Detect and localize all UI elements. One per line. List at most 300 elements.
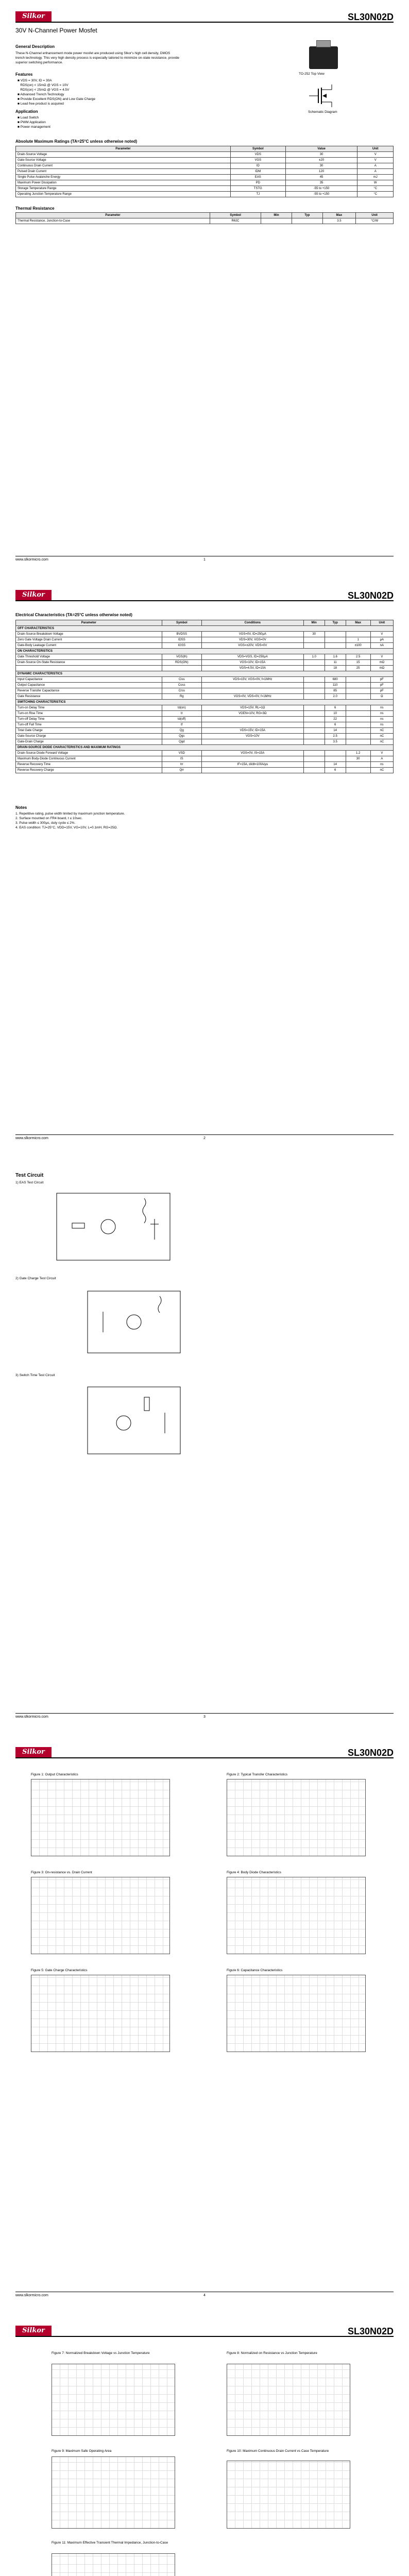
table-cell: ns xyxy=(370,711,393,717)
page-header xyxy=(15,1747,394,1758)
table-cell: -55 to +150 xyxy=(285,192,357,197)
part-number: SL30N02D xyxy=(347,12,394,22)
table-cell xyxy=(346,722,370,728)
part-number: SL30N02D xyxy=(347,2326,394,2336)
column-header: Parameter xyxy=(16,213,210,218)
table-row xyxy=(16,632,394,637)
application-item: ■ PWM Application xyxy=(18,121,46,124)
table-row xyxy=(16,705,394,711)
section-row xyxy=(16,626,394,632)
table-cell: ns xyxy=(370,717,393,722)
features-list xyxy=(18,78,95,106)
brand-logo: Silkor xyxy=(15,11,52,22)
section-row xyxy=(16,671,394,677)
table-cell: Single Pulse Avalanche Energy xyxy=(16,175,231,180)
note-item: 1. Repetitive rating, pulse width limited by maximum junction temperature. xyxy=(15,812,125,816)
feature-item: RDS(on) < 25mΩ @ VGS = 4.5V xyxy=(20,88,70,92)
thermal-heading: Thermal Resistance xyxy=(15,206,55,211)
table-cell: IF=15A, di/dt=100A/μs xyxy=(202,762,304,768)
table-cell xyxy=(303,768,325,773)
drain-current-vs-temp-graph xyxy=(227,2461,350,2529)
table-cell xyxy=(303,643,325,649)
column-header: Symbol xyxy=(210,213,261,218)
table-cell: td(off) xyxy=(162,717,201,722)
table-cell xyxy=(303,711,325,717)
table-cell: VGS=10V xyxy=(202,734,304,739)
part-number: SL30N02D xyxy=(347,1748,394,1758)
schematic-caption: Schematic Diagram xyxy=(308,110,337,114)
table-cell: Gate-Source Voltage xyxy=(16,158,231,163)
table-cell xyxy=(303,677,325,683)
table-row xyxy=(16,152,394,158)
table-cell: tr xyxy=(162,711,201,717)
column-header: Parameter xyxy=(16,146,231,152)
table-cell: IDSS xyxy=(162,637,201,643)
table-cell xyxy=(303,756,325,762)
note-item: 4. EAS condition: TJ=25°C, VDD=15V, VG=10V, L=0.1mH, RG=25Ω. xyxy=(15,826,118,829)
table-cell: 45 xyxy=(285,175,357,180)
table-cell: Output Capacitance xyxy=(16,683,162,688)
table-cell: VGS=±20V, VDS=0V xyxy=(202,643,304,649)
normalized-on-resistance-graph xyxy=(227,2364,350,2436)
table-row xyxy=(16,660,394,666)
table-cell: Reverse Transfer Capacitance xyxy=(16,688,162,694)
table-cell: 1.6 xyxy=(325,654,346,660)
table-cell: V xyxy=(370,632,393,637)
table-row xyxy=(16,711,394,717)
table-cell: 10 xyxy=(325,711,346,717)
circuit-caption: 1) EAS Test Circuit xyxy=(15,1181,44,1184)
table-cell: 6 xyxy=(325,705,346,711)
table-cell: Maximum Power Dissipation xyxy=(16,180,231,186)
gate-charge-graph xyxy=(31,1975,170,2052)
column-header: Max xyxy=(346,620,370,626)
table-cell xyxy=(16,666,162,671)
table-cell: nC xyxy=(370,734,393,739)
graph-caption: Figure 6: Capacitance Characteristics xyxy=(227,1969,283,1972)
application-item: ■ Load Switch xyxy=(18,116,39,120)
graph-caption: Figure 8: Normalized on Resistance vs Junction Temperature xyxy=(227,2351,317,2355)
table-cell: A xyxy=(357,169,394,175)
section-row xyxy=(16,649,394,654)
page-4 xyxy=(0,1736,409,2314)
table-cell xyxy=(346,711,370,717)
column-header: Symbol xyxy=(162,620,201,626)
table-row xyxy=(16,677,394,683)
table-cell: Operating Junction Temperature Range xyxy=(16,192,231,197)
table-cell: Continuous Drain Current xyxy=(16,163,231,169)
table-cell: Pulsed Drain Current xyxy=(16,169,231,175)
feature-item: ■ Lead free product is acquired xyxy=(18,102,64,106)
brand-logo: Silkor xyxy=(15,1747,52,1757)
table-cell: Drain-Source Voltage xyxy=(16,152,231,158)
table-cell: 6 xyxy=(325,722,346,728)
table-cell: 2.5 xyxy=(346,654,370,660)
table-cell: VGEN=10V, RG=3Ω xyxy=(202,711,304,717)
page-header xyxy=(15,590,394,601)
page-number: 3 xyxy=(203,1715,206,1719)
table-cell: pF xyxy=(370,677,393,683)
table-cell: 30 xyxy=(285,152,357,158)
table-cell: td(on) xyxy=(162,705,201,711)
application-item: ■ Power management xyxy=(18,125,50,129)
table-row xyxy=(16,717,394,722)
table-cell: mΩ xyxy=(370,666,393,671)
table-cell: VDS=VGS, ID=250μA xyxy=(202,654,304,660)
page-number: 1 xyxy=(203,558,206,562)
table-cell: ±100 xyxy=(346,643,370,649)
table-cell: Turn-on Delay Time xyxy=(16,705,162,711)
table-cell: pF xyxy=(370,683,393,688)
brand-logo: Silkor xyxy=(15,2326,52,2336)
table-cell: Total Gate Charge xyxy=(16,728,162,734)
table-cell: 85 xyxy=(325,688,346,694)
graph-caption: Figure 1: Output Characteristics xyxy=(31,1773,78,1776)
package-tab xyxy=(316,40,331,47)
table-cell: 18 xyxy=(325,666,346,671)
abs-max-heading: Absolute Maximum Ratings (TA=25°C unless otherwise noted) xyxy=(15,139,138,144)
table-cell: BVDSS xyxy=(162,632,201,637)
column-header: Conditions xyxy=(202,620,304,626)
table-row xyxy=(16,739,394,745)
table-cell xyxy=(202,688,304,694)
column-header: Min xyxy=(261,213,292,218)
table-cell: TJ xyxy=(230,192,285,197)
table-row xyxy=(16,756,394,762)
table-cell: Drain-Source Breakdown Voltage xyxy=(16,632,162,637)
table-cell: 35 xyxy=(285,180,357,186)
table-cell xyxy=(303,683,325,688)
table-cell: 110 xyxy=(325,683,346,688)
column-header: Symbol xyxy=(230,146,285,152)
table-cell: 30 xyxy=(285,163,357,169)
table-cell: nC xyxy=(370,768,393,773)
table-cell xyxy=(346,694,370,700)
on-resistance-graph xyxy=(31,1877,170,1954)
table-row xyxy=(16,688,394,694)
feature-item: ■ VDS = 30V, ID = 30A xyxy=(18,79,52,82)
output-characteristics-graph xyxy=(31,1779,170,1856)
table-cell xyxy=(346,762,370,768)
table-row xyxy=(16,666,394,671)
column-header: Value xyxy=(285,146,357,152)
circuit-caption: 2) Gate Charge Test Circuit xyxy=(15,1277,56,1280)
table-cell: VGS=0V, ID=250μA xyxy=(202,632,304,637)
table-cell: trr xyxy=(162,762,201,768)
table-cell: °C xyxy=(357,192,394,197)
page-number: 4 xyxy=(203,2294,206,2297)
table-cell: VGS=0V, VDS=0V, f=1MHz xyxy=(202,694,304,700)
column-header: Parameter xyxy=(16,620,162,626)
table-cell: VDS=15V, ID=15A xyxy=(202,728,304,734)
table-cell: 14 xyxy=(325,728,346,734)
package-image xyxy=(309,46,338,69)
circuit-caption: 3) Switch Time Test Circuit xyxy=(15,1374,55,1377)
column-header: Min xyxy=(303,620,325,626)
section-label: SWITCHING CHARACTERISTICS xyxy=(16,700,394,705)
table-cell xyxy=(202,739,304,745)
table-cell: EAS xyxy=(230,175,285,180)
transfer-characteristics-graph xyxy=(227,1779,366,1856)
table-cell: VGS=4.5V, ID=10A xyxy=(202,666,304,671)
page-footer xyxy=(15,2292,394,2299)
table-row xyxy=(16,762,394,768)
table-cell: RθJC xyxy=(210,218,261,224)
body-diode-graph xyxy=(227,1877,366,1954)
table-cell xyxy=(346,683,370,688)
table-cell: 2.5 xyxy=(325,734,346,739)
table-row xyxy=(16,637,394,643)
table-cell xyxy=(303,739,325,745)
table-cell: V xyxy=(370,751,393,756)
table-cell: VDS xyxy=(230,152,285,158)
footer-site[interactable]: www.slkormicro.com xyxy=(15,1137,48,1140)
table-row xyxy=(16,192,394,197)
table-cell: PD xyxy=(230,180,285,186)
table-cell: tf xyxy=(162,722,201,728)
table-cell xyxy=(303,751,325,756)
table-header-row xyxy=(16,213,394,218)
abs-max-table xyxy=(15,146,394,197)
table-cell: Ciss xyxy=(162,677,201,683)
table-cell xyxy=(202,756,304,762)
table-cell: °C/W xyxy=(356,218,394,224)
table-cell: mΩ xyxy=(370,660,393,666)
table-cell xyxy=(303,722,325,728)
table-cell: Storage Temperature Range xyxy=(16,186,231,192)
table-cell: Gate Resistance xyxy=(16,694,162,700)
table-cell: Turn-on Rise Time xyxy=(16,711,162,717)
table-cell xyxy=(303,660,325,666)
table-cell: Gate-Body Leakage Current xyxy=(16,643,162,649)
application-list xyxy=(18,115,50,129)
table-cell: nC xyxy=(370,728,393,734)
table-cell xyxy=(202,768,304,773)
table-row xyxy=(16,734,394,739)
footer-site[interactable]: www.slkormicro.com xyxy=(15,558,48,562)
table-row xyxy=(16,751,394,756)
table-cell: Turn-off Delay Time xyxy=(16,717,162,722)
table-cell: Turn-off Fall Time xyxy=(16,722,162,728)
table-cell: °C xyxy=(357,186,394,192)
table-cell: VGS=0V, IS=15A xyxy=(202,751,304,756)
table-row xyxy=(16,158,394,163)
notes-list xyxy=(15,811,125,830)
table-row xyxy=(16,643,394,649)
transient-thermal-graph xyxy=(52,2553,175,2576)
schematic-symbol xyxy=(304,82,340,109)
table-cell: V xyxy=(357,152,394,158)
graph-caption: Figure 5: Gate Charge Characteristics xyxy=(31,1969,88,1972)
part-number: SL30N02D xyxy=(347,590,394,601)
table-cell xyxy=(303,666,325,671)
table-cell: Qgs xyxy=(162,734,201,739)
table-cell xyxy=(303,694,325,700)
table-cell xyxy=(303,734,325,739)
table-cell: -55 to +150 xyxy=(285,186,357,192)
table-cell: 30 xyxy=(346,756,370,762)
table-cell: 15 xyxy=(346,660,370,666)
table-cell: VDS=15V, RL=1Ω xyxy=(202,705,304,711)
table-cell xyxy=(346,739,370,745)
table-cell: Gate-Source Charge xyxy=(16,734,162,739)
capacitance-graph xyxy=(227,1975,366,2052)
footer-site[interactable]: www.slkormicro.com xyxy=(15,2294,48,2297)
graph-caption: Figure 9: Maximum Safe Operating Area xyxy=(52,2449,112,2453)
table-cell xyxy=(303,728,325,734)
table-row xyxy=(16,175,394,180)
package-caption: TO-252 Top View xyxy=(299,72,325,76)
table-cell: Qg xyxy=(162,728,201,734)
footer-site[interactable]: www.slkormicro.com xyxy=(15,1715,48,1719)
table-cell xyxy=(346,705,370,711)
table-cell xyxy=(346,717,370,722)
graph-caption: Figure 2: Typical Transfer Characteristics xyxy=(227,1773,288,1776)
table-cell xyxy=(202,717,304,722)
table-cell: Drain-Source Diode Forward Voltage xyxy=(16,751,162,756)
page-header xyxy=(15,2326,394,2337)
graph-caption: Figure 3: On-resistance vs. Drain Current xyxy=(31,1871,92,1874)
table-cell xyxy=(261,218,292,224)
table-row xyxy=(16,186,394,192)
feature-item: RDS(on) < 15mΩ @ VGS = 10V xyxy=(20,83,69,87)
feature-item: ■ Advanced Trench Technology xyxy=(18,93,64,96)
graph-caption: Figure 7: Normalized Breakdown Voltage vs Junction Temperature xyxy=(52,2351,150,2355)
table-cell: 30 xyxy=(303,632,325,637)
table-cell xyxy=(346,677,370,683)
table-cell: Rg xyxy=(162,694,201,700)
page-1 xyxy=(0,0,409,579)
table-cell xyxy=(162,666,201,671)
table-cell xyxy=(303,688,325,694)
table-cell: V xyxy=(357,158,394,163)
table-cell: Zero Gate Voltage Drain Current xyxy=(16,637,162,643)
graph-caption: Figure 4: Body Diode Characteristics xyxy=(227,1871,281,1874)
column-header: Typ xyxy=(292,213,323,218)
note-item: 3. Pulse width ≤ 300μs, duty cycle ≤ 2%. xyxy=(15,821,76,825)
brand-logo: Silkor xyxy=(15,590,52,600)
table-cell: 1.0 xyxy=(303,654,325,660)
table-cell: A xyxy=(370,756,393,762)
table-cell: Input Capacitance xyxy=(16,677,162,683)
table-cell: 1.2 xyxy=(346,751,370,756)
subtitle: 30V N-Channel Power Mosfet xyxy=(15,27,97,34)
table-cell xyxy=(346,632,370,637)
page-number: 2 xyxy=(203,1137,206,1140)
table-cell xyxy=(325,632,346,637)
table-cell xyxy=(346,768,370,773)
table-cell: VSD xyxy=(162,751,201,756)
table-row xyxy=(16,163,394,169)
table-cell: 11 xyxy=(325,660,346,666)
column-header: Unit xyxy=(356,213,394,218)
switch-time-test-circuit xyxy=(82,1382,185,1459)
table-cell xyxy=(292,218,323,224)
table-cell: VGS(th) xyxy=(162,654,201,660)
graph-caption: Figure 11: Maximum Effective Transient Thermal Impedance, Junction-to-Case xyxy=(52,2541,168,2545)
general-description-heading: General Description xyxy=(15,44,55,49)
table-cell xyxy=(325,751,346,756)
graph-caption: Figure 10: Maximum Continuous Drain Current vs Case Temperature xyxy=(227,2449,329,2453)
table-cell: IDM xyxy=(230,169,285,175)
notes-heading: Notes xyxy=(15,805,27,810)
table-cell: VDS=30V, VGS=0V xyxy=(202,637,304,643)
table-cell xyxy=(346,728,370,734)
table-cell: Crss xyxy=(162,688,201,694)
table-cell: 680 xyxy=(325,677,346,683)
features-heading: Features xyxy=(15,72,33,77)
table-row xyxy=(16,180,394,186)
table-header-row xyxy=(16,620,394,626)
table-cell: μA xyxy=(370,637,393,643)
table-cell: A xyxy=(357,163,394,169)
table-row xyxy=(16,654,394,660)
table-cell: RDS(ON) xyxy=(162,660,201,666)
table-cell xyxy=(303,705,325,711)
table-row xyxy=(16,722,394,728)
table-cell: 3.5 xyxy=(322,218,356,224)
page-3 xyxy=(0,1157,409,1736)
table-cell: Gate Threshold Voltage xyxy=(16,654,162,660)
table-cell: 120 xyxy=(285,169,357,175)
table-cell: Reverse Recovery Time xyxy=(16,762,162,768)
table-cell xyxy=(303,717,325,722)
table-cell: Coss xyxy=(162,683,201,688)
table-cell: IGSS xyxy=(162,643,201,649)
table-cell: Ω xyxy=(370,694,393,700)
table-cell: IS xyxy=(162,756,201,762)
table-cell: pF xyxy=(370,688,393,694)
application-heading: Application xyxy=(15,109,38,114)
table-cell xyxy=(202,722,304,728)
table-cell: W xyxy=(357,180,394,186)
table-cell: Gate-Drain Charge xyxy=(16,739,162,745)
general-description-text: These N-Channel enhancement mode power mosfet are produced using Slkor's high cell density, DMOS trench technology. This very high density process is especially tailored to minimize on-state resistance, provide superior switching performance. xyxy=(15,52,180,64)
table-cell: Maximum Body-Diode Continuous Current xyxy=(16,756,162,762)
table-cell: 14 xyxy=(325,762,346,768)
section-row xyxy=(16,745,394,751)
feature-item: ■ Provide Excellent RDS(ON) and Low Gate Charge xyxy=(18,97,95,101)
section-row xyxy=(16,700,394,705)
page-2 xyxy=(0,579,409,1157)
gate-charge-test-circuit xyxy=(82,1286,185,1358)
page-footer xyxy=(15,1134,394,1142)
table-cell: 3.5 xyxy=(325,739,346,745)
page-footer xyxy=(15,556,394,563)
table-cell: ns xyxy=(370,762,393,768)
column-header: Typ xyxy=(325,620,346,626)
section-label: DRAIN-SOURCE DIODE CHARACTERISTICS AND MAXIMUM RATINGS xyxy=(16,745,394,751)
table-cell: ns xyxy=(370,705,393,711)
table-cell: Drain-Source On-State Resistance xyxy=(16,660,162,666)
table-cell: 22 xyxy=(325,717,346,722)
table-cell: V xyxy=(370,654,393,660)
table-cell xyxy=(325,756,346,762)
table-cell: nA xyxy=(370,643,393,649)
table-cell xyxy=(303,762,325,768)
table-cell: VGS xyxy=(230,158,285,163)
table-row xyxy=(16,768,394,773)
eas-test-circuit xyxy=(52,1188,175,1265)
page-footer xyxy=(15,1713,394,1720)
table-cell: 1 xyxy=(346,637,370,643)
table-cell xyxy=(325,637,346,643)
table-cell xyxy=(325,643,346,649)
section-label: DYNAMIC CHARACTERISTICS xyxy=(16,671,394,677)
table-cell xyxy=(346,734,370,739)
column-header: Unit xyxy=(370,620,393,626)
safe-operating-area-graph xyxy=(52,2456,175,2529)
